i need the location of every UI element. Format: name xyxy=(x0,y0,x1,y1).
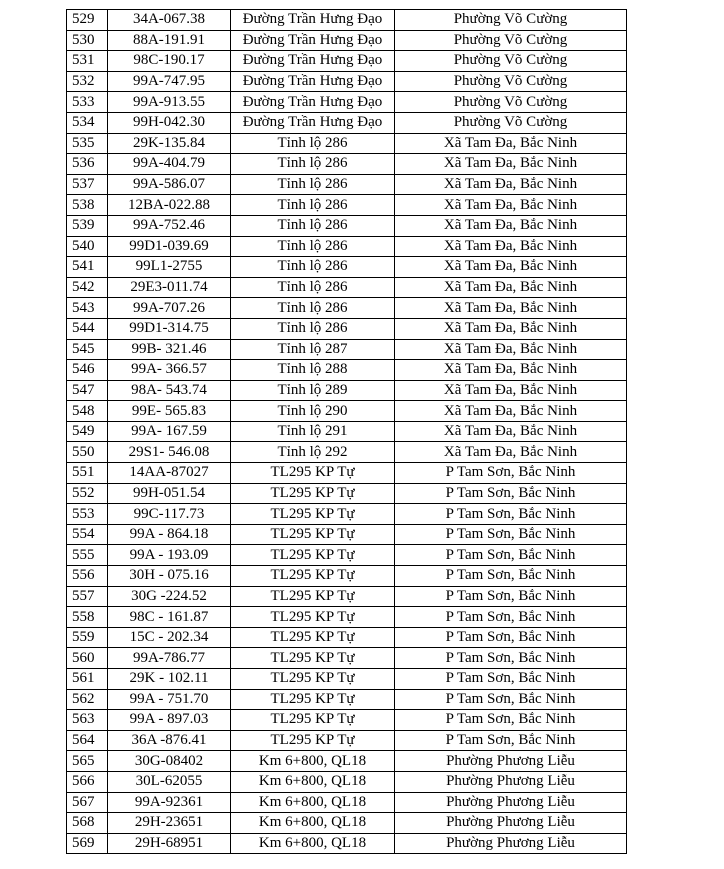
unit-cell: Xã Tam Đa, Bắc Ninh xyxy=(395,298,627,319)
location-cell: Km 6+800, QL18 xyxy=(231,771,395,792)
unit-cell: Xã Tam Đa, Bắc Ninh xyxy=(395,257,627,278)
location-cell: Đường Trần Hưng Đạo xyxy=(231,71,395,92)
table-row xyxy=(67,92,627,113)
row-number-cell: 539 xyxy=(67,215,108,236)
table-row xyxy=(67,298,627,319)
table-row xyxy=(67,792,627,813)
table-row xyxy=(67,504,627,525)
unit-cell: P Tam Sơn, Bắc Ninh xyxy=(395,524,627,545)
license-plate-cell: 29H-68951 xyxy=(108,833,231,854)
license-plate-cell: 99A - 897.03 xyxy=(108,710,231,731)
row-number-cell: 541 xyxy=(67,257,108,278)
license-plate-cell: 99L1-2755 xyxy=(108,257,231,278)
location-cell: Tỉnh lộ 291 xyxy=(231,421,395,442)
location-cell: Km 6+800, QL18 xyxy=(231,833,395,854)
table-row xyxy=(67,10,627,31)
location-cell: Tỉnh lộ 286 xyxy=(231,133,395,154)
table-row xyxy=(67,545,627,566)
row-number-cell: 553 xyxy=(67,504,108,525)
unit-cell: Phường Phương Liễu xyxy=(395,751,627,772)
unit-cell: Phường Võ Cường xyxy=(395,10,627,31)
table-body xyxy=(67,10,627,854)
row-number-cell: 529 xyxy=(67,10,108,31)
row-number-cell: 540 xyxy=(67,236,108,257)
row-number-cell: 568 xyxy=(67,813,108,834)
row-number-cell: 561 xyxy=(67,669,108,690)
location-cell: Tỉnh lộ 286 xyxy=(231,318,395,339)
license-plate-cell: 29S1- 546.08 xyxy=(108,442,231,463)
row-number-cell: 567 xyxy=(67,792,108,813)
table-row xyxy=(67,318,627,339)
license-plate-cell: 98C - 161.87 xyxy=(108,607,231,628)
row-number-cell: 564 xyxy=(67,730,108,751)
license-plate-cell: 99A-786.77 xyxy=(108,648,231,669)
location-cell: TL295 KP Tự xyxy=(231,524,395,545)
table-row xyxy=(67,730,627,751)
location-cell: Tỉnh lộ 286 xyxy=(231,236,395,257)
table-row xyxy=(67,112,627,133)
location-cell: TL295 KP Tự xyxy=(231,627,395,648)
row-number-cell: 552 xyxy=(67,483,108,504)
location-cell: TL295 KP Tự xyxy=(231,463,395,484)
license-plate-cell: 29K - 102.11 xyxy=(108,669,231,690)
location-cell: Tỉnh lộ 288 xyxy=(231,360,395,381)
unit-cell: Xã Tam Đa, Bắc Ninh xyxy=(395,421,627,442)
license-plate-cell: 99D1-039.69 xyxy=(108,236,231,257)
unit-cell: Phường Võ Cường xyxy=(395,51,627,72)
row-number-cell: 557 xyxy=(67,586,108,607)
license-plate-cell: 30G -224.52 xyxy=(108,586,231,607)
table-row xyxy=(67,689,627,710)
table-row xyxy=(67,442,627,463)
unit-cell: Phường Phương Liễu xyxy=(395,833,627,854)
location-cell: Tỉnh lộ 289 xyxy=(231,380,395,401)
unit-cell: Phường Võ Cường xyxy=(395,71,627,92)
location-cell: TL295 KP Tự xyxy=(231,730,395,751)
unit-cell: Xã Tam Đa, Bắc Ninh xyxy=(395,215,627,236)
location-cell: TL295 KP Tự xyxy=(231,586,395,607)
unit-cell: P Tam Sơn, Bắc Ninh xyxy=(395,504,627,525)
table-row xyxy=(67,710,627,731)
table-row xyxy=(67,586,627,607)
license-plate-cell: 29E3-011.74 xyxy=(108,277,231,298)
location-cell: Km 6+800, QL18 xyxy=(231,792,395,813)
table-row xyxy=(67,133,627,154)
row-number-cell: 558 xyxy=(67,607,108,628)
location-cell: Tỉnh lộ 286 xyxy=(231,257,395,278)
location-cell: Đường Trần Hưng Đạo xyxy=(231,112,395,133)
location-cell: TL295 KP Tự xyxy=(231,566,395,587)
location-cell: Tỉnh lộ 292 xyxy=(231,442,395,463)
table-row xyxy=(67,524,627,545)
unit-cell: P Tam Sơn, Bắc Ninh xyxy=(395,730,627,751)
row-number-cell: 531 xyxy=(67,51,108,72)
license-plate-cell: 15C - 202.34 xyxy=(108,627,231,648)
location-cell: Km 6+800, QL18 xyxy=(231,751,395,772)
table-row xyxy=(67,771,627,792)
table-row xyxy=(67,360,627,381)
table-row xyxy=(67,421,627,442)
license-plate-cell: 99A-586.07 xyxy=(108,174,231,195)
license-plate-cell: 14AA-87027 xyxy=(108,463,231,484)
unit-cell: P Tam Sơn, Bắc Ninh xyxy=(395,483,627,504)
unit-cell: Xã Tam Đa, Bắc Ninh xyxy=(395,133,627,154)
unit-cell: Xã Tam Đa, Bắc Ninh xyxy=(395,277,627,298)
license-plate-cell: 99A-752.46 xyxy=(108,215,231,236)
row-number-cell: 550 xyxy=(67,442,108,463)
row-number-cell: 562 xyxy=(67,689,108,710)
row-number-cell: 545 xyxy=(67,339,108,360)
license-plate-cell: 12BA-022.88 xyxy=(108,195,231,216)
table-row xyxy=(67,51,627,72)
row-number-cell: 548 xyxy=(67,401,108,422)
row-number-cell: 542 xyxy=(67,277,108,298)
unit-cell: P Tam Sơn, Bắc Ninh xyxy=(395,607,627,628)
unit-cell: P Tam Sơn, Bắc Ninh xyxy=(395,648,627,669)
license-plate-cell: 99A-747.95 xyxy=(108,71,231,92)
row-number-cell: 543 xyxy=(67,298,108,319)
table-row xyxy=(67,71,627,92)
table-row xyxy=(67,30,627,51)
table-row xyxy=(67,833,627,854)
location-cell: TL295 KP Tự xyxy=(231,669,395,690)
table-row xyxy=(67,607,627,628)
location-cell: Tỉnh lộ 286 xyxy=(231,298,395,319)
unit-cell: Phường Võ Cường xyxy=(395,92,627,113)
row-number-cell: 546 xyxy=(67,360,108,381)
unit-cell: Xã Tam Đa, Bắc Ninh xyxy=(395,339,627,360)
row-number-cell: 551 xyxy=(67,463,108,484)
row-number-cell: 538 xyxy=(67,195,108,216)
table-row xyxy=(67,751,627,772)
row-number-cell: 569 xyxy=(67,833,108,854)
row-number-cell: 547 xyxy=(67,380,108,401)
row-number-cell: 530 xyxy=(67,30,108,51)
license-plate-cell: 99A-404.79 xyxy=(108,154,231,175)
unit-cell: Xã Tam Đa, Bắc Ninh xyxy=(395,442,627,463)
license-plate-cell: 98A- 543.74 xyxy=(108,380,231,401)
license-plate-cell: 29K-135.84 xyxy=(108,133,231,154)
row-number-cell: 565 xyxy=(67,751,108,772)
location-cell: Đường Trần Hưng Đạo xyxy=(231,51,395,72)
location-cell: Tỉnh lộ 286 xyxy=(231,277,395,298)
row-number-cell: 556 xyxy=(67,566,108,587)
license-plate-cell: 98C-190.17 xyxy=(108,51,231,72)
table-row xyxy=(67,257,627,278)
license-plate-cell: 99B- 321.46 xyxy=(108,339,231,360)
table-row xyxy=(67,566,627,587)
license-plate-cell: 99A- 167.59 xyxy=(108,421,231,442)
table-row xyxy=(67,154,627,175)
unit-cell: P Tam Sơn, Bắc Ninh xyxy=(395,463,627,484)
unit-cell: Xã Tam Đa, Bắc Ninh xyxy=(395,195,627,216)
row-number-cell: 566 xyxy=(67,771,108,792)
license-plate-cell: 30L-62055 xyxy=(108,771,231,792)
location-cell: Tỉnh lộ 290 xyxy=(231,401,395,422)
table-row xyxy=(67,669,627,690)
table-row xyxy=(67,380,627,401)
license-plate-cell: 30H - 075.16 xyxy=(108,566,231,587)
table-row xyxy=(67,277,627,298)
table-row xyxy=(67,813,627,834)
license-plate-cell: 99C-117.73 xyxy=(108,504,231,525)
unit-cell: Phường Phương Liễu xyxy=(395,771,627,792)
table-row xyxy=(67,627,627,648)
table-row xyxy=(67,174,627,195)
license-plate-cell: 99H-042.30 xyxy=(108,112,231,133)
location-cell: Đường Trần Hưng Đạo xyxy=(231,30,395,51)
row-number-cell: 563 xyxy=(67,710,108,731)
row-number-cell: 560 xyxy=(67,648,108,669)
license-plate-cell: 99A-913.55 xyxy=(108,92,231,113)
unit-cell: P Tam Sơn, Bắc Ninh xyxy=(395,545,627,566)
unit-cell: Phường Võ Cường xyxy=(395,30,627,51)
row-number-cell: 554 xyxy=(67,524,108,545)
license-plate-cell: 99A-92361 xyxy=(108,792,231,813)
unit-cell: P Tam Sơn, Bắc Ninh xyxy=(395,586,627,607)
location-cell: TL295 KP Tự xyxy=(231,648,395,669)
location-cell: Đường Trần Hưng Đạo xyxy=(231,10,395,31)
license-plate-cell: 29H-23651 xyxy=(108,813,231,834)
location-cell: Km 6+800, QL18 xyxy=(231,813,395,834)
violations-table xyxy=(66,9,627,854)
unit-cell: P Tam Sơn, Bắc Ninh xyxy=(395,566,627,587)
location-cell: TL295 KP Tự xyxy=(231,483,395,504)
table-row xyxy=(67,339,627,360)
license-plate-cell: 99D1-314.75 xyxy=(108,318,231,339)
license-plate-cell: 30G-08402 xyxy=(108,751,231,772)
unit-cell: Xã Tam Đa, Bắc Ninh xyxy=(395,360,627,381)
table-row xyxy=(67,195,627,216)
table-row xyxy=(67,648,627,669)
table-row xyxy=(67,401,627,422)
unit-cell: P Tam Sơn, Bắc Ninh xyxy=(395,689,627,710)
unit-cell: Xã Tam Đa, Bắc Ninh xyxy=(395,174,627,195)
row-number-cell: 534 xyxy=(67,112,108,133)
unit-cell: Phường Phương Liễu xyxy=(395,792,627,813)
row-number-cell: 533 xyxy=(67,92,108,113)
unit-cell: P Tam Sơn, Bắc Ninh xyxy=(395,669,627,690)
row-number-cell: 536 xyxy=(67,154,108,175)
unit-cell: Xã Tam Đa, Bắc Ninh xyxy=(395,236,627,257)
row-number-cell: 549 xyxy=(67,421,108,442)
license-plate-cell: 99A- 366.57 xyxy=(108,360,231,381)
license-plate-cell: 99A - 193.09 xyxy=(108,545,231,566)
table-row xyxy=(67,215,627,236)
location-cell: TL295 KP Tự xyxy=(231,504,395,525)
license-plate-cell: 34A-067.38 xyxy=(108,10,231,31)
table-row xyxy=(67,236,627,257)
license-plate-cell: 88A-191.91 xyxy=(108,30,231,51)
unit-cell: Xã Tam Đa, Bắc Ninh xyxy=(395,154,627,175)
unit-cell: Phường Phương Liễu xyxy=(395,813,627,834)
row-number-cell: 532 xyxy=(67,71,108,92)
unit-cell: Phường Võ Cường xyxy=(395,112,627,133)
unit-cell: P Tam Sơn, Bắc Ninh xyxy=(395,710,627,731)
license-plate-cell: 99A-707.26 xyxy=(108,298,231,319)
row-number-cell: 559 xyxy=(67,627,108,648)
unit-cell: Xã Tam Đa, Bắc Ninh xyxy=(395,401,627,422)
unit-cell: P Tam Sơn, Bắc Ninh xyxy=(395,627,627,648)
location-cell: Đường Trần Hưng Đạo xyxy=(231,92,395,113)
location-cell: TL295 KP Tự xyxy=(231,545,395,566)
location-cell: Tỉnh lộ 286 xyxy=(231,215,395,236)
unit-cell: Xã Tam Đa, Bắc Ninh xyxy=(395,318,627,339)
row-number-cell: 535 xyxy=(67,133,108,154)
row-number-cell: 555 xyxy=(67,545,108,566)
license-plate-cell: 99A - 751.70 xyxy=(108,689,231,710)
row-number-cell: 537 xyxy=(67,174,108,195)
license-plate-cell: 99E- 565.83 xyxy=(108,401,231,422)
location-cell: TL295 KP Tự xyxy=(231,689,395,710)
location-cell: Tỉnh lộ 286 xyxy=(231,195,395,216)
license-plate-cell: 99H-051.54 xyxy=(108,483,231,504)
table-row xyxy=(67,483,627,504)
location-cell: TL295 KP Tự xyxy=(231,710,395,731)
location-cell: Tỉnh lộ 286 xyxy=(231,174,395,195)
location-cell: Tỉnh lộ 286 xyxy=(231,154,395,175)
license-plate-cell: 99A - 864.18 xyxy=(108,524,231,545)
unit-cell: Xã Tam Đa, Bắc Ninh xyxy=(395,380,627,401)
table-row xyxy=(67,463,627,484)
location-cell: Tỉnh lộ 287 xyxy=(231,339,395,360)
license-plate-cell: 36A -876.41 xyxy=(108,730,231,751)
row-number-cell: 544 xyxy=(67,318,108,339)
location-cell: TL295 KP Tự xyxy=(231,607,395,628)
